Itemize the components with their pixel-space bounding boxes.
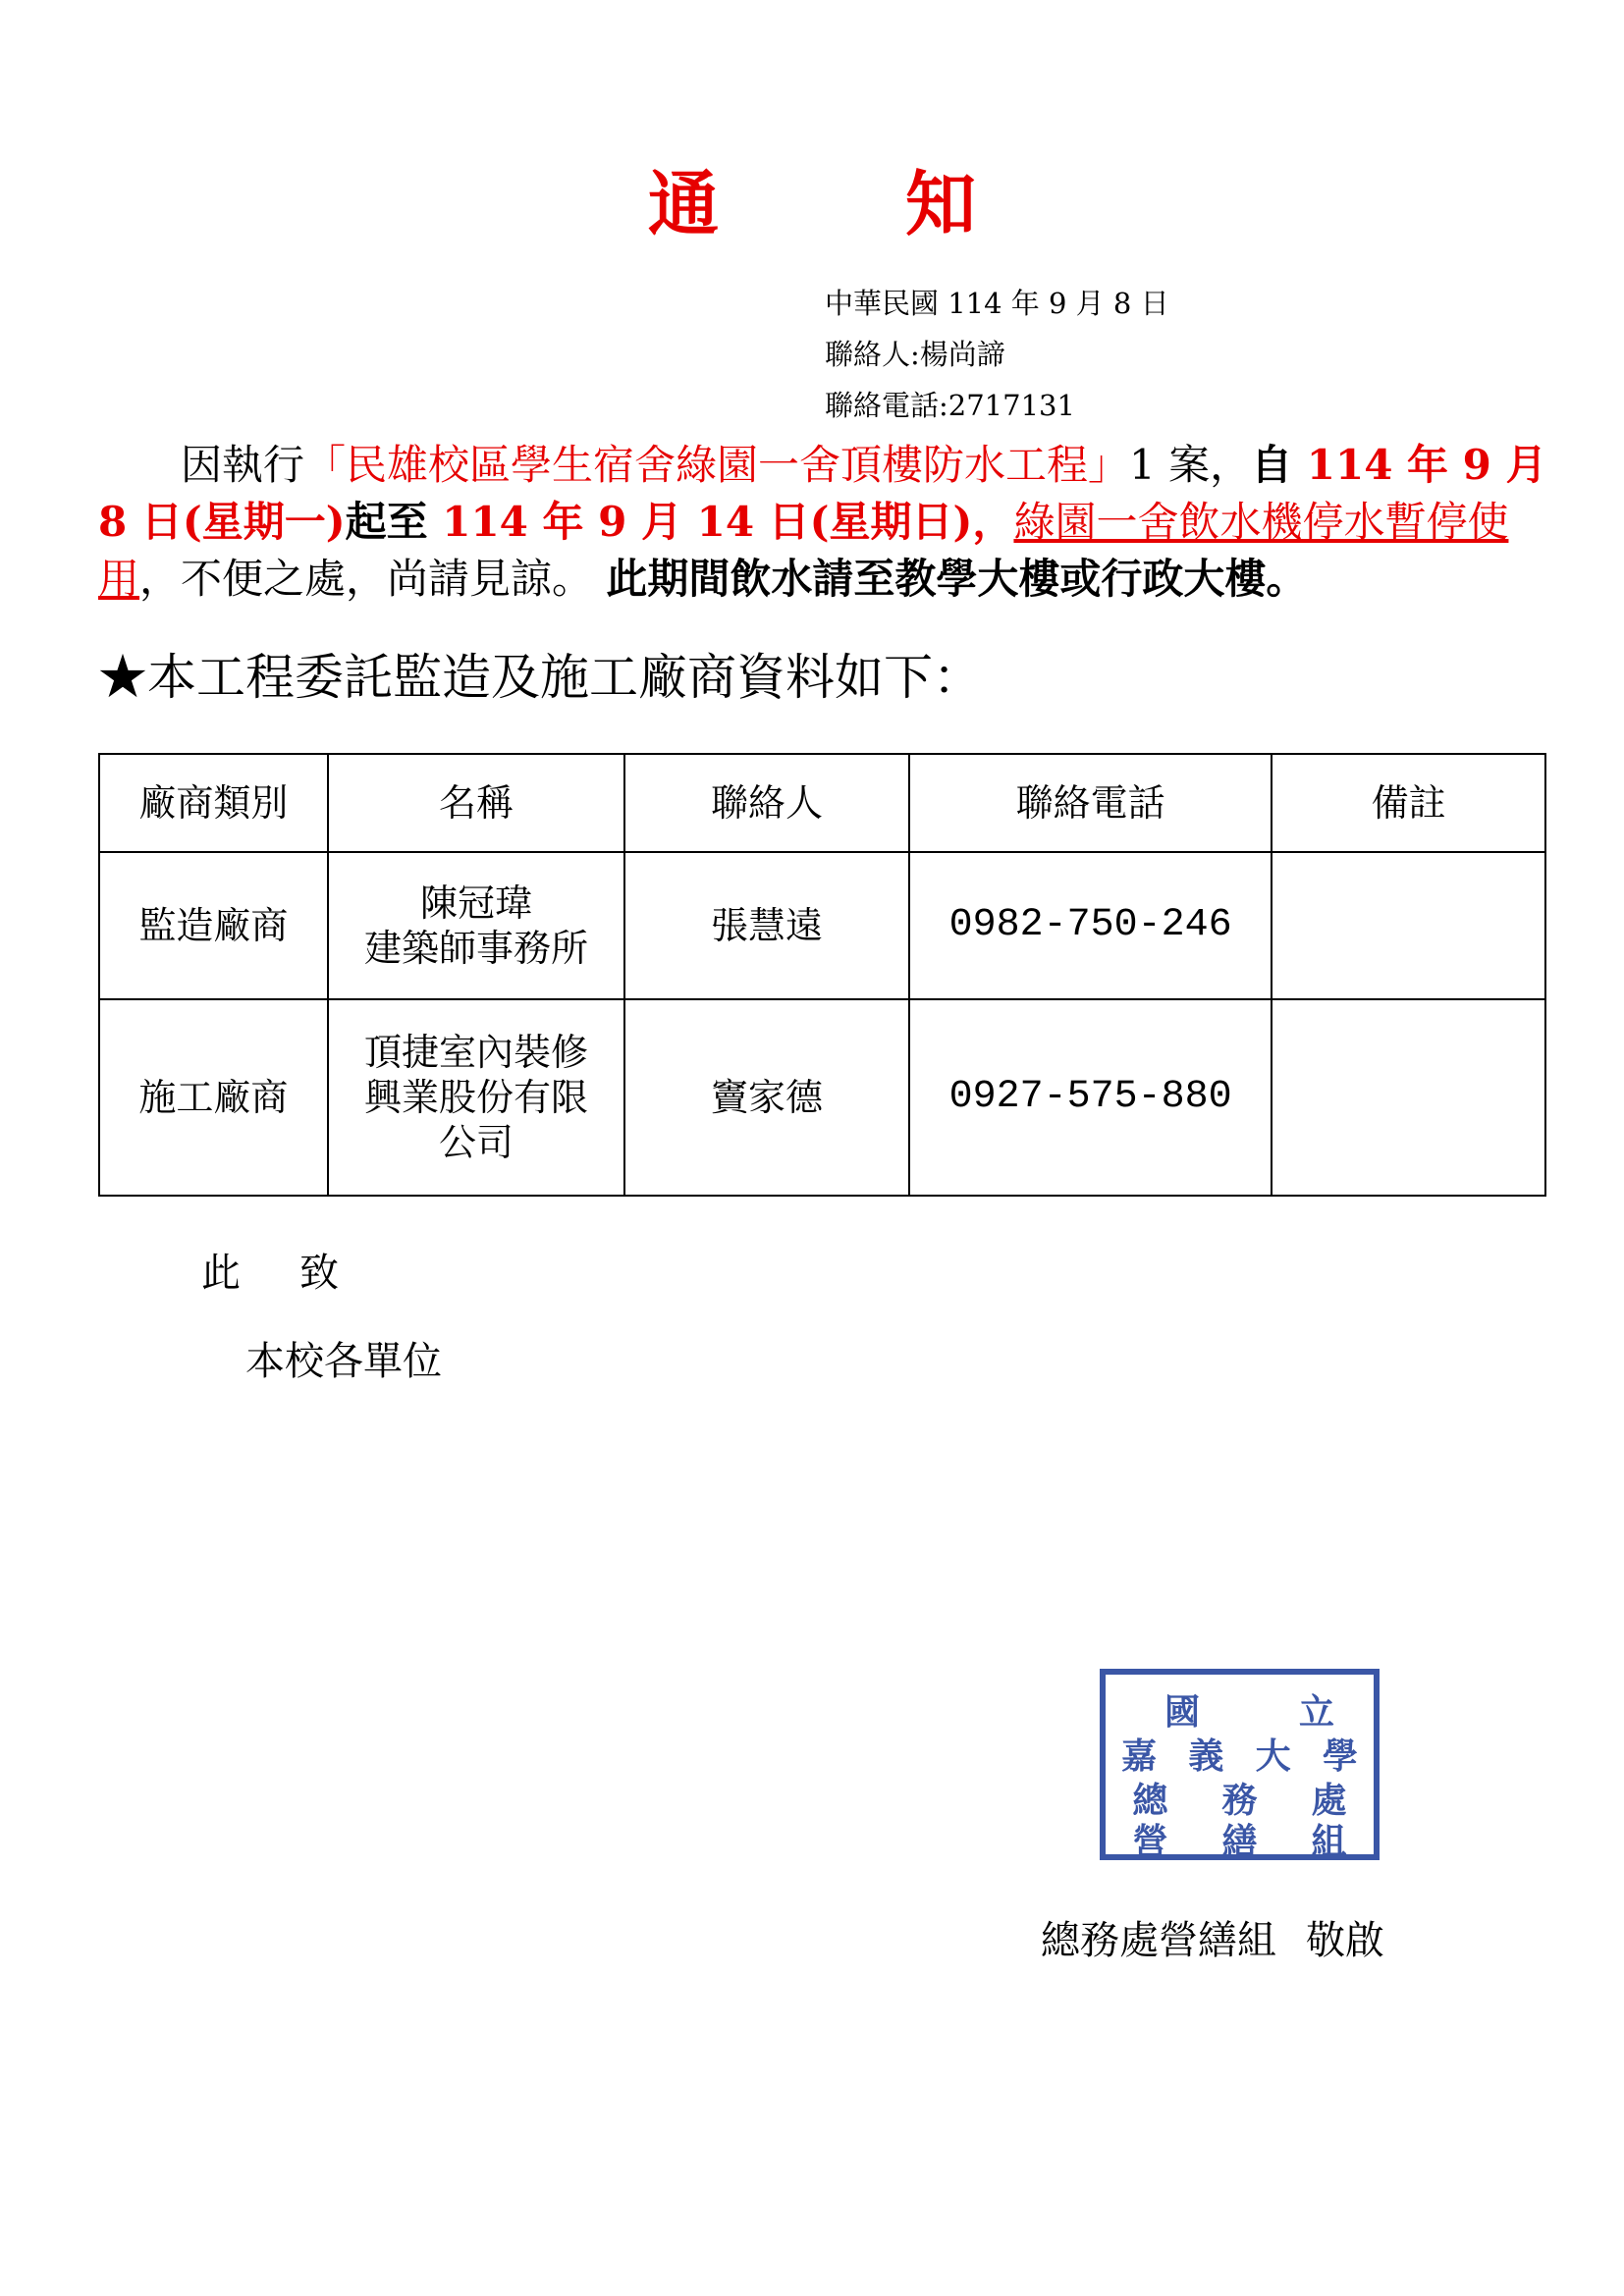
cell-note (1272, 852, 1545, 999)
closing-recipient: 本校各單位 (245, 1339, 442, 1384)
body-text-from: 自 (1251, 441, 1293, 489)
cell-name-line: 興業股份有限 (363, 1076, 588, 1119)
body-text-to: 起至 (345, 498, 428, 546)
cell-name-line: 建築師事務所 (363, 927, 588, 970)
seal-char: 處 (1311, 1780, 1347, 1821)
closing-salutation (201, 1242, 398, 1298)
cell-name (328, 999, 625, 1196)
header-category: 廠商類別 (99, 754, 328, 852)
body-text-apology: ，不便之處，尚請見諒。 (139, 555, 607, 603)
body-text-2: 1 案， (1129, 441, 1252, 489)
notice-date: 中華民國 114 年 9 月 8 日 (825, 287, 1169, 320)
seal-char: 國 (1164, 1691, 1201, 1733)
cell-phone: 0982-750-246 (909, 852, 1272, 999)
end-date: 114 年 9 月 14 日(星期日)， (427, 498, 1014, 546)
header-contact: 聯絡人 (624, 754, 909, 852)
water-outage-notice: 綠園一舍飲水機停水暫停使用 (98, 498, 1509, 603)
header-name: 名稱 (328, 754, 625, 852)
closing-char-2: 致 (299, 1251, 339, 1296)
seal-char: 立 (1298, 1691, 1334, 1733)
seal-char: 學 (1322, 1735, 1358, 1777)
header-note: 備註 (1272, 754, 1545, 852)
seal-char: 務 (1221, 1780, 1258, 1821)
header-phone: 聯絡電話 (909, 754, 1272, 852)
cell-phone: 0927-575-880 (909, 999, 1272, 1196)
title-char-2: 知 (905, 162, 977, 245)
seal-char: 嘉 (1121, 1735, 1158, 1777)
official-seal-stamp (1100, 1669, 1380, 1860)
notice-contact: 聯絡人:楊尚諦 (825, 338, 1005, 371)
seal-char: 義 (1188, 1735, 1224, 1777)
body-text-1: 因執行 (98, 441, 305, 489)
seal-row (1106, 1814, 1374, 1864)
closing-char-1: 此 (201, 1251, 241, 1296)
title-char-1: 通 (647, 162, 719, 245)
page-title (0, 147, 1624, 249)
cell-category: 監造廠商 (99, 852, 328, 999)
cell-contact: 竇家德 (624, 999, 909, 1196)
vendor-section-heading: ★本工程委託監造及施工廠商資料如下： (98, 649, 982, 706)
start-date: 114 年 9 月 8 日(星期一) (98, 441, 1547, 546)
cell-contact: 張慧遠 (624, 852, 909, 999)
seal-char: 大 (1255, 1735, 1291, 1777)
seal-char: 總 (1132, 1780, 1168, 1821)
seal-row (1106, 1729, 1374, 1779)
signer-respect: 敬啟 (1306, 1918, 1384, 1963)
cell-note (1272, 999, 1545, 1196)
project-name: 「民雄校區學生宿舍綠園一舍頂樓防水工程」 (304, 441, 1130, 489)
seal-row (1106, 1684, 1374, 1735)
table-header-row (99, 754, 1545, 852)
seal-char: 營 (1132, 1821, 1168, 1862)
vendor-table (98, 753, 1546, 1197)
notice-body (98, 437, 1571, 608)
notice-meta (825, 278, 1169, 431)
table-row (99, 852, 1545, 999)
notice-phone: 聯絡電話:2717131 (825, 389, 1075, 422)
cell-name-line: 陳冠瑋 (419, 881, 532, 925)
seal-char: 組 (1311, 1821, 1347, 1862)
signer (1041, 1909, 1384, 1965)
signer-unit: 總務處營繕組 (1041, 1918, 1276, 1963)
cell-category: 施工廠商 (99, 999, 328, 1196)
table-row (99, 999, 1545, 1196)
seal-char: 繕 (1221, 1821, 1258, 1862)
cell-name-line: 頂捷室內裝修 (363, 1031, 588, 1074)
cell-name (328, 852, 625, 999)
cell-name-line: 公司 (438, 1121, 514, 1164)
water-alternative-notice: 此期間飲水請至教學大樓或行政大樓。 (606, 555, 1308, 603)
